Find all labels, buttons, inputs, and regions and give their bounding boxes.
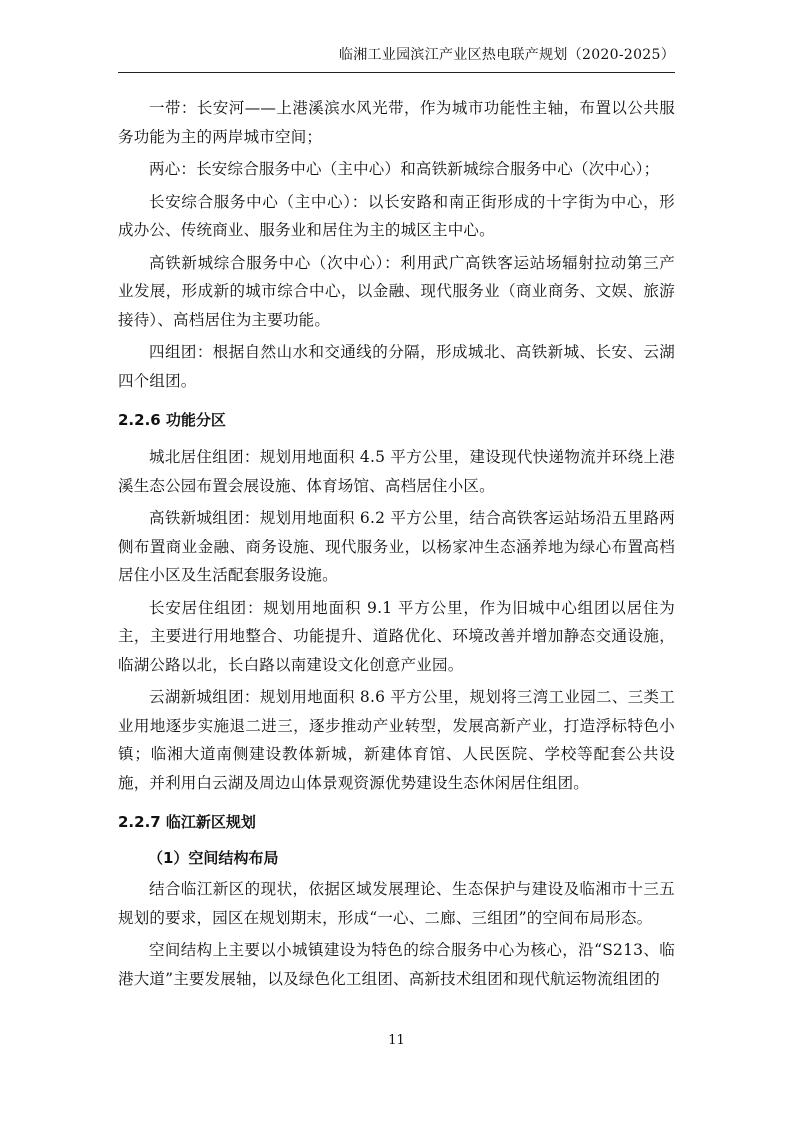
running-header: 临湘工业园滨江产业区热电联产规划（2020-2025） bbox=[338, 47, 675, 63]
paragraph-hsr-newtown-cluster: 高铁新城组团：规划用地面积 6.2 平方公里，结合高铁客运站场沿五里路两侧布置商业金融、商务设施、现代服务业，以杨家冲生态涵养地为绿心布置高档居住小区及生活配套服务设施。 bbox=[118, 509, 675, 584]
section-heading-2-2-7: 2.2.7 临江新区规划 bbox=[118, 813, 256, 831]
header-divider bbox=[118, 72, 675, 73]
subheading-spatial-structure: （1）空间结构布局 bbox=[148, 849, 279, 867]
section-heading-2-2-6: 2.2.6 功能分区 bbox=[118, 411, 226, 429]
paragraph-changan-center: 长安综合服务中心（主中心）：以长安路和南正街形成的十字街为中心，形成办公、传统商业、服务业和居住为主的城区主中心。 bbox=[118, 192, 675, 239]
paragraph-chengbei-cluster: 城北居住组团：规划用地面积 4.5 平方公里，建设现代快递物流并环绕上港溪生态公园布置会展设施、体育场馆、高档居住小区。 bbox=[118, 448, 675, 495]
paragraph-two-centers: 两心：长安综合服务中心（主中心）和高铁新城综合服务中心（次中心）； bbox=[149, 160, 660, 178]
paragraph-spatial-structure: 空间结构上主要以小城镇建设为特色的综合服务中心为核心，沿“S213、临港大道”主要发展轴，以及绿色化工组团、高新技术组团和现代航运物流组团的 bbox=[118, 941, 675, 988]
page-number: 11 bbox=[388, 1033, 405, 1048]
paragraph-linjiang-layout: 结合临江新区的现状，依据区域发展理论、生态保护与建设及临湘市十三五规划的要求，园区在规划期末，形成“一心、二廊、三组团”的空间布局形态。 bbox=[118, 880, 675, 927]
paragraph-changan-cluster: 长安居住组团：规划用地面积 9.1 平方公里，作为旧城中心组团以居住为主，主要进行用地整合、功能提升、道路优化、环境改善并增加静态交通设施，临湖公路以北，长白路以南建设文化创意产业园。 bbox=[118, 598, 675, 674]
paragraph-one-belt: 一带：长安河——上港溪滨水风光带，作为城市功能性主轴，布置以公共服务功能为主的两岸城市空间； bbox=[118, 99, 675, 146]
paragraph-yunhu-cluster: 云湖新城组团：规划用地面积 8.6 平方公里，规划将三湾工业园二、三类工业用地逐步实施退二进三，逐步推动产业转型，发展高新产业，打造浮标特色小镇；临湘大道南侧建设教体新城，新建体育馆、人民医院、学校等配套公共设施，并利用白云湖及周边山体景观资源优势建设生态休闲居住组团。 bbox=[118, 688, 675, 792]
page-body bbox=[118, 94, 675, 997]
paragraph-hsr-center: 高铁新城综合服务中心（次中心）：利用武广高铁客运站场辐射拉动第三产业发展，形成新的城市综合中心，以金融、现代服务业（商业商务、文娱、旅游接待）、高档居住为主要功能。 bbox=[118, 253, 675, 329]
paragraph-four-clusters: 四组团：根据自然山水和交通线的分隔，形成城北、高铁新城、长安、云湖四个组团。 bbox=[118, 343, 675, 390]
